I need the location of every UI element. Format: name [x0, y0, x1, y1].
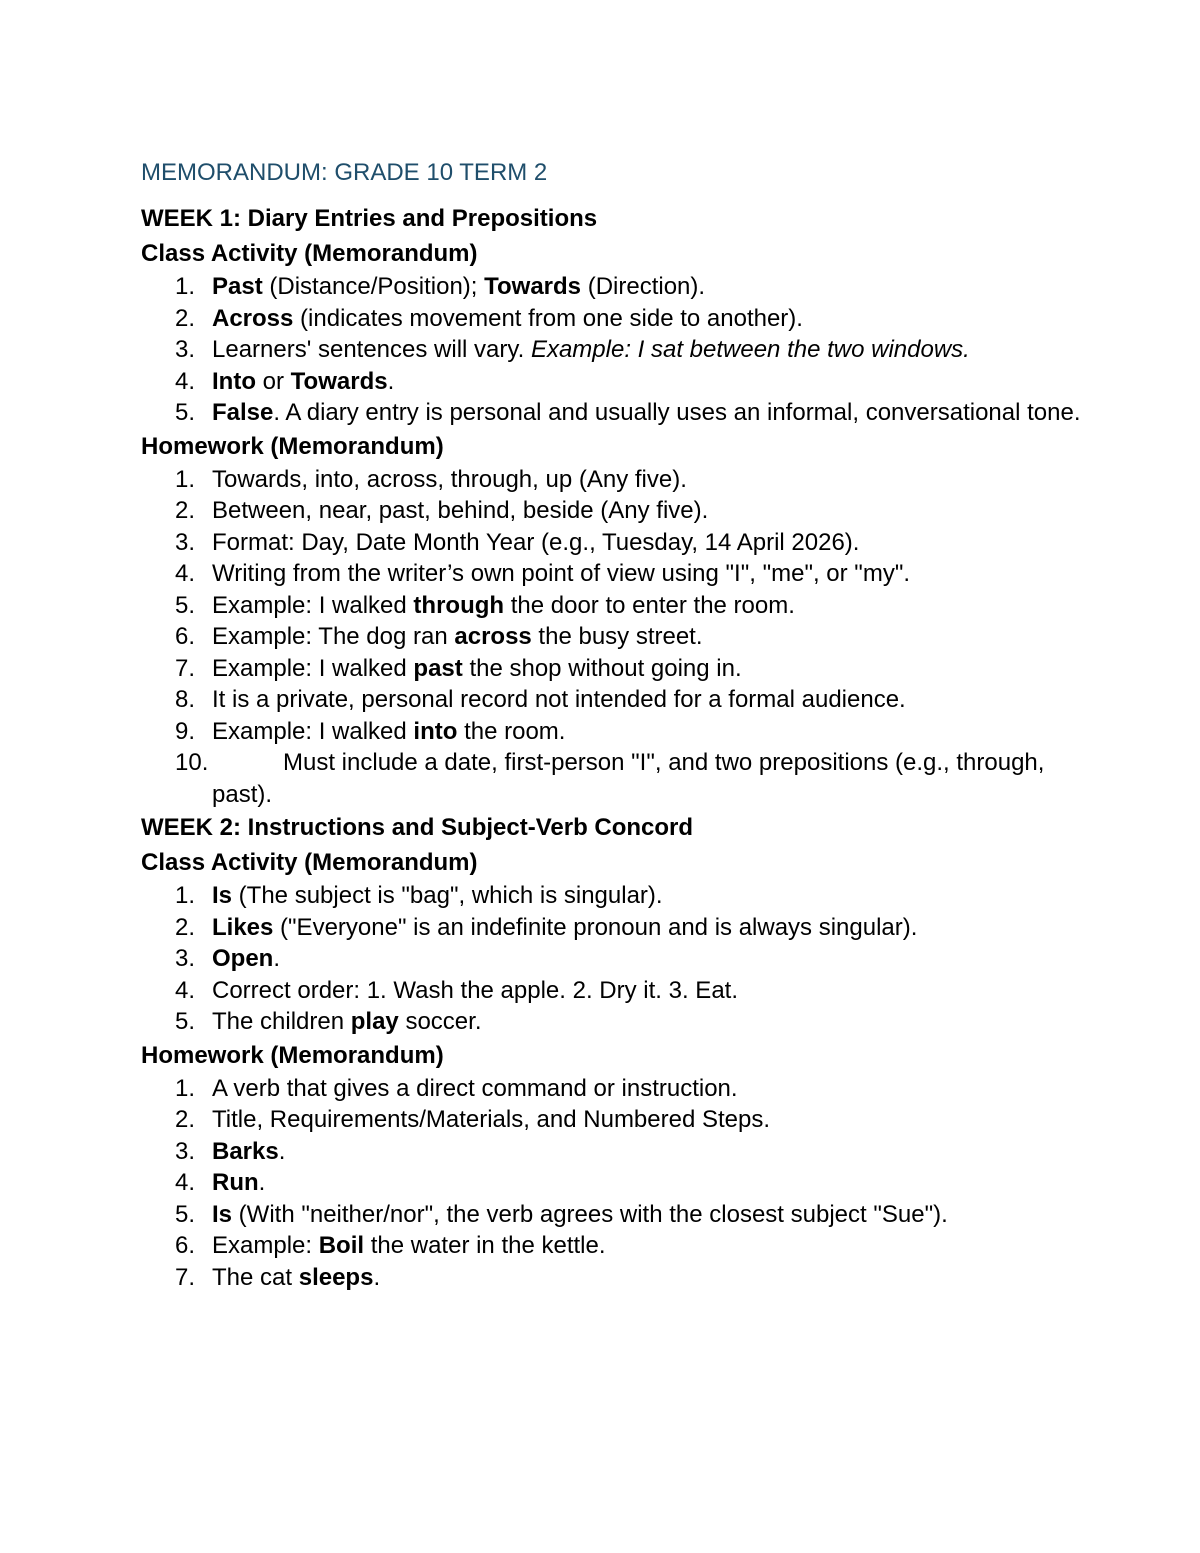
list-item: 3. Learners' sentences will vary. Example: I sat between the two windows.	[175, 336, 970, 363]
list-item: 10. Must include a date, first-person "I", and two prepositions (e.g., through, past).	[175, 749, 1045, 808]
list-item: 9. Example: I walked into the room.	[175, 717, 566, 745]
list-item: 3. Format: Day, Date Month Year (e.g., Tuesday, 14 April 2026).	[175, 528, 860, 556]
list-item: 6. Example: The dog ran across the busy street.	[175, 623, 703, 650]
week1-homework-list	[141, 464, 1101, 811]
list-item: 1. A verb that gives a direct command or instruction.	[175, 1074, 738, 1102]
list-item: 6. Example: Boil the water in the kettle.	[175, 1232, 606, 1259]
week2-homework-heading: Homework (Memorandum)	[141, 1041, 444, 1069]
list-item: 3. Barks.	[175, 1137, 286, 1165]
list-item: 5. False. A diary entry is personal and usually uses an informal, conversational tone.	[175, 399, 1081, 426]
document-title: MEMORANDUM: GRADE 10 TERM 2	[141, 159, 548, 186]
list-item: 1. Is (The subject is "bag", which is singular).	[175, 882, 663, 909]
list-item: 2. Likes ("Everyone" is an indefinite pronoun and is always singular).	[175, 913, 918, 941]
list-item: 4. Into or Towards.	[175, 367, 395, 395]
week1-class-heading: Class Activity (Memorandum)	[141, 240, 478, 267]
list-item: 1. Past (Distance/Position); Towards (Direction).	[175, 273, 706, 300]
list-item: 8. It is a private, personal record not intended for a formal audience.	[175, 686, 906, 713]
list-item: 4. Writing from the writer’s own point of view using "I", "me", or "my".	[175, 560, 911, 587]
list-item: 7. The cat sleeps.	[175, 1263, 381, 1291]
list-item: 7. Example: I walked past the shop without going in.	[175, 654, 742, 682]
list-item: 3. Open.	[175, 945, 281, 972]
list-item: 5. The children play soccer.	[175, 1008, 482, 1035]
list-item: 5. Is (With "neither/nor", the verb agrees with the closest subject "Sue").	[175, 1200, 948, 1228]
week2-heading: WEEK 2: Instructions and Subject-Verb Concord	[141, 814, 694, 841]
list-item: 2. Between, near, past, behind, beside (Any five).	[175, 497, 709, 524]
week1-heading: WEEK 1: Diary Entries and Prepositions	[141, 205, 598, 232]
list-item: 5. Example: I walked through the door to enter the room.	[175, 591, 795, 619]
list-item: 2. Title, Requirements/Materials, and Numbered Steps.	[175, 1106, 771, 1133]
document-page	[141, 157, 1101, 1293]
week1-class-list	[141, 271, 1101, 429]
week2-homework-list	[141, 1073, 1101, 1294]
list-item: 1. Towards, into, across, through, up (Any five).	[175, 465, 687, 493]
week1-homework-heading: Homework (Memorandum)	[141, 432, 444, 460]
list-item: 4. Run.	[175, 1169, 266, 1196]
list-item: 4. Correct order: 1. Wash the apple. 2. Dry it. 3. Eat.	[175, 976, 738, 1004]
list-item: 2. Across (indicates movement from one side to another).	[175, 304, 803, 332]
week2-class-heading: Class Activity (Memorandum)	[141, 849, 478, 876]
week2-class-list	[141, 880, 1101, 1038]
